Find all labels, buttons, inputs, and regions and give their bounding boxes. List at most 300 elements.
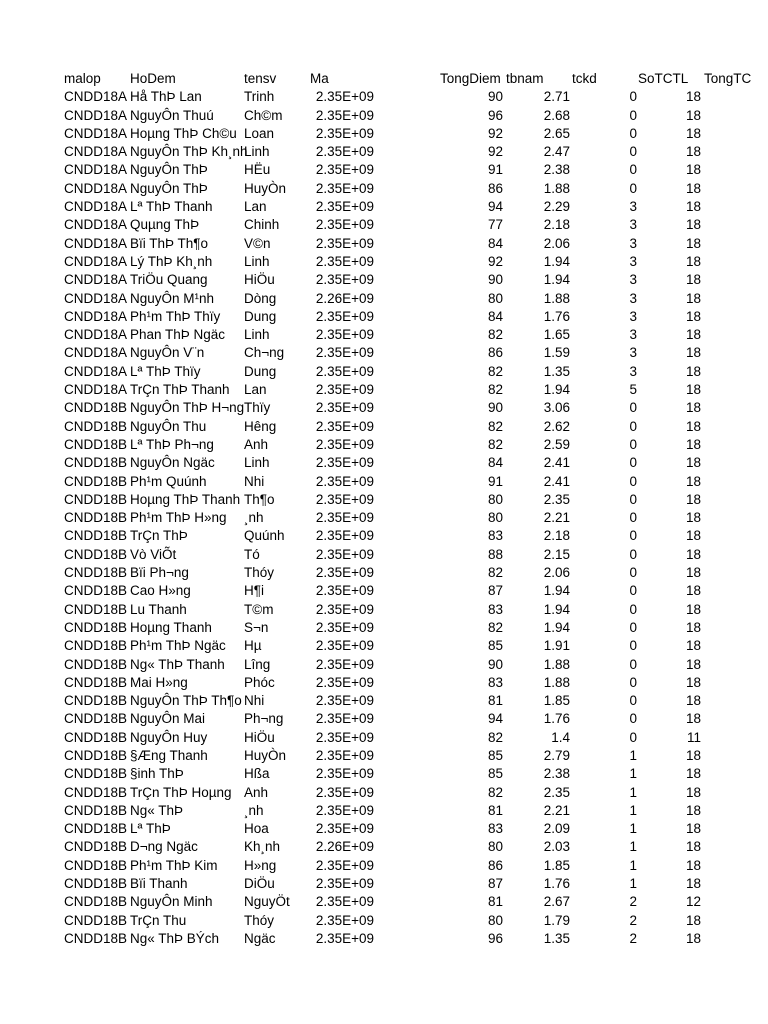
cell-tbnam: 1.76 [543, 876, 570, 892]
cell-tensv: T©m [244, 601, 274, 617]
cell-hodem: NguyÔn ThÞ [130, 162, 208, 178]
cell-sotctl: 3 [629, 253, 637, 269]
cell-tbnam: 1.76 [543, 308, 570, 324]
cell-tbnam: 2.38 [543, 766, 570, 782]
cell-tensv: Nhi [244, 693, 265, 709]
cell-tongdiem: 87 [487, 876, 503, 892]
cell-hodem: Hoµng ThÞ Ch©u [130, 125, 237, 141]
cell-tbnam: 2.06 [543, 565, 570, 581]
cell-tbnam: 1.35 [543, 363, 570, 379]
cell-ma: 2.35E+09 [315, 272, 374, 288]
cell-hodem: NguyÔn Huy [130, 729, 208, 745]
cell-malop: CNDD18A [64, 345, 128, 361]
cell-malop: CNDD18A [64, 382, 128, 398]
cell-tongtc: 18 [685, 876, 701, 892]
cell-sotctl: 0 [629, 436, 637, 452]
cell-sotctl: 3 [629, 345, 637, 361]
cell-malop: CNDD18A [64, 144, 128, 160]
cell-tensv: HËu [244, 162, 271, 178]
cell-tensv: Thïy [244, 400, 271, 416]
cell-tbnam: 1.94 [543, 601, 570, 617]
cell-tongtc: 18 [685, 747, 701, 763]
cell-hodem: Lª ThÞ Thanh [130, 199, 213, 215]
cell-malop: CNDD18A [64, 217, 128, 233]
cell-ma: 2.35E+09 [315, 528, 374, 544]
cell-malop: CNDD18B [64, 656, 128, 672]
cell-malop: CNDD18B [64, 455, 128, 471]
cell-tongtc: 18 [685, 382, 701, 398]
cell-tbnam: 2.67 [543, 894, 570, 910]
cell-hodem: NguyÔn Minh [130, 894, 213, 910]
cell-malop: CNDD18B [64, 418, 128, 434]
cell-malop: CNDD18A [64, 125, 128, 141]
cell-malop: CNDD18A [64, 107, 128, 123]
cell-malop: CNDD18B [64, 930, 128, 946]
cell-malop: CNDD18B [64, 766, 128, 782]
cell-tensv: S¬n [244, 619, 269, 635]
cell-ma: 2.35E+09 [315, 89, 374, 105]
cell-tongdiem: 92 [487, 125, 503, 141]
cell-tongdiem: 82 [487, 436, 503, 452]
cell-hodem: Hå ThÞ Lan [130, 89, 202, 105]
cell-malop: CNDD18A [64, 327, 128, 343]
cell-tbnam: 2.65 [543, 125, 570, 141]
cell-tbnam: 2.21 [543, 510, 570, 526]
cell-ma: 2.35E+09 [315, 199, 374, 215]
cell-malop: CNDD18A [64, 89, 128, 105]
cell-tensv: Linh [244, 253, 270, 269]
cell-ma: 2.35E+09 [315, 253, 374, 269]
cell-ma: 2.35E+09 [315, 930, 374, 946]
cell-tensv: Dung [244, 308, 277, 324]
cell-tongtc: 18 [685, 601, 701, 617]
cell-sotctl: 0 [629, 162, 637, 178]
cell-tongtc: 18 [685, 308, 701, 324]
cell-ma: 2.35E+09 [315, 345, 374, 361]
cell-ma: 2.35E+09 [315, 436, 374, 452]
cell-tongdiem: 92 [487, 253, 503, 269]
header-tongtc: TongTC [704, 71, 752, 86]
cell-tbnam: 1.59 [543, 345, 570, 361]
cell-sotctl: 3 [629, 235, 637, 251]
cell-hodem: Quµng ThÞ [130, 217, 200, 233]
cell-hodem: NguyÔn ThÞ Kh¸nh [130, 144, 248, 160]
cell-tongdiem: 82 [487, 327, 503, 343]
cell-ma: 2.35E+09 [315, 180, 374, 196]
cell-tongtc: 18 [685, 363, 701, 379]
cell-sotctl: 1 [629, 802, 637, 818]
cell-malop: CNDD18B [64, 638, 128, 654]
cell-hodem: TrÇn ThÞ Hoµng [130, 784, 232, 800]
cell-tongdiem: 80 [487, 912, 503, 928]
cell-malop: CNDD18B [64, 528, 128, 544]
cell-tensv: Lan [244, 382, 267, 398]
cell-ma: 2.35E+09 [315, 382, 374, 398]
cell-malop: CNDD18B [64, 583, 128, 599]
cell-tbnam: 2.21 [543, 802, 570, 818]
header-hodem: HoDem [130, 71, 176, 86]
cell-tongtc: 11 [686, 729, 701, 745]
cell-tongtc: 18 [685, 455, 701, 471]
cell-hodem: §inh ThÞ [130, 766, 184, 782]
cell-tensv: HiÖu [244, 729, 275, 745]
cell-tongdiem: 83 [487, 674, 503, 690]
cell-ma: 2.35E+09 [315, 747, 374, 763]
cell-hodem: Lý ThÞ Kh¸nh [130, 253, 213, 269]
cell-malop: CNDD18B [64, 784, 128, 800]
cell-sotctl: 1 [629, 821, 637, 837]
cell-tongtc: 18 [685, 711, 701, 727]
cell-tongtc: 18 [685, 180, 701, 196]
cell-tbnam: 2.29 [543, 199, 570, 215]
cell-ma: 2.35E+09 [315, 693, 374, 709]
cell-tensv: Dung [244, 363, 277, 379]
header-tensv: tensv [244, 71, 277, 86]
cell-tbnam: 1.88 [543, 180, 570, 196]
cell-malop: CNDD18B [64, 510, 128, 526]
cell-malop: CNDD18B [64, 436, 128, 452]
cell-tongdiem: 83 [487, 601, 503, 617]
cell-ma: 2.26E+09 [315, 839, 374, 855]
cell-tensv: Hoa [244, 821, 269, 837]
cell-ma: 2.35E+09 [315, 217, 374, 233]
cell-tongtc: 18 [685, 912, 701, 928]
cell-ma: 2.35E+09 [315, 802, 374, 818]
cell-ma: 2.35E+09 [315, 546, 374, 562]
cell-tongtc: 12 [685, 894, 701, 910]
cell-tbnam: 2.62 [543, 418, 570, 434]
cell-sotctl: 0 [629, 674, 637, 690]
cell-malop: CNDD18B [64, 876, 128, 892]
cell-tongtc: 18 [685, 436, 701, 452]
cell-tensv: Nhi [244, 473, 265, 489]
cell-tbnam: 1.85 [543, 693, 570, 709]
cell-tongdiem: 83 [487, 821, 503, 837]
cell-tongtc: 18 [685, 546, 701, 562]
cell-hodem: Ph¹m ThÞ H»ng [130, 510, 227, 526]
cell-sotctl: 1 [629, 784, 637, 800]
cell-ma: 2.35E+09 [315, 601, 374, 617]
cell-sotctl: 0 [629, 400, 637, 416]
cell-tensv: ¸nh [244, 510, 264, 526]
cell-sotctl: 3 [629, 308, 637, 324]
cell-tongtc: 18 [685, 89, 701, 105]
cell-sotctl: 1 [629, 839, 637, 855]
cell-tensv: V©n [244, 235, 271, 251]
cell-hodem: Ph¹m ThÞ Kim [130, 857, 218, 873]
cell-sotctl: 0 [629, 693, 637, 709]
cell-hodem: Hoµng Thanh [130, 619, 212, 635]
cell-tensv: Linh [244, 455, 270, 471]
cell-sotctl: 3 [629, 217, 637, 233]
cell-ma: 2.35E+09 [315, 327, 374, 343]
cell-tongtc: 18 [685, 400, 701, 416]
cell-malop: CNDD18A [64, 272, 128, 288]
cell-tbnam: 1.94 [543, 382, 570, 398]
cell-tensv: Thóy [244, 565, 275, 581]
cell-tensv: ¸nh [244, 802, 264, 818]
cell-malop: CNDD18B [64, 473, 128, 489]
cell-ma: 2.35E+09 [315, 821, 374, 837]
cell-sotctl: 3 [629, 327, 637, 343]
cell-tongtc: 18 [685, 418, 701, 434]
cell-tongtc: 18 [685, 162, 701, 178]
cell-ma: 2.35E+09 [315, 619, 374, 635]
cell-tensv: Anh [244, 784, 269, 800]
cell-ma: 2.35E+09 [315, 235, 374, 251]
cell-hodem: Ph¹m Quúnh [130, 473, 207, 489]
cell-malop: CNDD18A [64, 363, 128, 379]
cell-malop: CNDD18B [64, 400, 128, 416]
cell-malop: CNDD18B [64, 747, 128, 763]
cell-hodem: Ng« ThÞ BÝch [130, 930, 220, 946]
cell-tongdiem: 82 [487, 418, 503, 434]
cell-ma: 2.35E+09 [315, 308, 374, 324]
cell-tensv: Anh [244, 436, 269, 452]
cell-hodem: Phan ThÞ Ngäc [130, 327, 226, 343]
cell-sotctl: 1 [629, 766, 637, 782]
cell-tongtc: 18 [685, 327, 701, 343]
cell-sotctl: 0 [629, 711, 637, 727]
cell-tongdiem: 87 [487, 583, 503, 599]
cell-hodem: D¬ng Ngäc [130, 839, 198, 855]
cell-tensv: Ph¬ng [244, 711, 284, 727]
cell-tbnam: 2.41 [543, 455, 570, 471]
cell-malop: CNDD18A [64, 180, 128, 196]
cell-tongdiem: 96 [487, 107, 503, 123]
cell-ma: 2.35E+09 [315, 363, 374, 379]
cell-tongdiem: 81 [487, 693, 503, 709]
cell-hodem: Cao H»ng [130, 583, 191, 599]
cell-sotctl: 2 [629, 930, 637, 946]
cell-hodem: Bïi Ph¬ng [130, 565, 189, 581]
cell-tbnam: 1.88 [543, 290, 570, 306]
cell-tongdiem: 86 [487, 345, 503, 361]
cell-hodem: NguyÔn ThÞ [130, 180, 208, 196]
cell-tbnam: 1.94 [543, 272, 570, 288]
cell-hodem: Bïi ThÞ Th¶o [130, 235, 209, 251]
cell-hodem: NguyÔn Ngäc [130, 455, 215, 471]
cell-tensv: Trinh [244, 89, 275, 105]
cell-tensv: Lîng [244, 656, 271, 672]
cell-sotctl: 0 [629, 656, 637, 672]
header-tongdiem: TongDiem [440, 71, 501, 86]
cell-ma: 2.35E+09 [315, 455, 374, 471]
cell-tongtc: 18 [685, 857, 701, 873]
cell-tongdiem: 80 [487, 290, 503, 306]
cell-tongdiem: 82 [487, 729, 503, 745]
cell-tongdiem: 84 [487, 308, 503, 324]
cell-sotctl: 1 [629, 876, 637, 892]
cell-tbnam: 2.79 [543, 747, 570, 763]
cell-tbnam: 1.35 [543, 930, 570, 946]
cell-hodem: NguyÔn V¨n [130, 345, 205, 361]
cell-hodem: TrÇn ThÞ [130, 528, 188, 544]
cell-tongdiem: 88 [487, 546, 503, 562]
cell-tbnam: 2.03 [543, 839, 570, 855]
cell-tongdiem: 82 [487, 382, 503, 398]
cell-sotctl: 0 [629, 528, 637, 544]
cell-tongtc: 18 [685, 839, 701, 855]
cell-tongtc: 18 [685, 253, 701, 269]
cell-ma: 2.35E+09 [315, 674, 374, 690]
cell-tensv: Ch©m [244, 107, 283, 123]
cell-tongdiem: 82 [487, 565, 503, 581]
cell-tongdiem: 81 [487, 802, 503, 818]
cell-sotctl: 0 [629, 473, 637, 489]
cell-tbnam: 2.06 [543, 235, 570, 251]
cell-sotctl: 3 [629, 290, 637, 306]
cell-malop: CNDD18A [64, 162, 128, 178]
cell-tensv: Loan [244, 125, 275, 141]
cell-hodem: Ng« ThÞ Thanh [130, 656, 225, 672]
cell-sotctl: 0 [629, 583, 637, 599]
cell-ma: 2.26E+09 [315, 290, 374, 306]
cell-tensv: Kh¸nh [244, 839, 281, 855]
cell-malop: CNDD18A [64, 290, 128, 306]
cell-tongtc: 18 [685, 583, 701, 599]
cell-tongdiem: 90 [487, 656, 503, 672]
cell-tbnam: 2.15 [543, 546, 570, 562]
cell-tensv: Lan [244, 199, 267, 215]
cell-sotctl: 5 [629, 382, 637, 398]
cell-sotctl: 0 [629, 565, 637, 581]
cell-sotctl: 0 [629, 455, 637, 471]
cell-hodem: Bïi Thanh [130, 876, 188, 892]
cell-tbnam: 2.18 [543, 217, 570, 233]
cell-sotctl: 0 [629, 619, 637, 635]
header-ma: Ma [310, 71, 329, 86]
cell-malop: CNDD18B [64, 601, 128, 617]
cell-tongdiem: 81 [487, 894, 503, 910]
cell-sotctl: 2 [629, 912, 637, 928]
cell-tensv: Chinh [244, 217, 280, 233]
cell-tensv: NguyÖt [244, 894, 290, 910]
cell-tbnam: 2.68 [543, 107, 570, 123]
cell-tongtc: 18 [685, 510, 701, 526]
cell-tongtc: 18 [685, 473, 701, 489]
cell-ma: 2.35E+09 [315, 125, 374, 141]
cell-hodem: Ph¹m ThÞ Ngäc [130, 638, 226, 654]
cell-hodem: Lu Thanh [130, 601, 187, 617]
cell-ma: 2.35E+09 [315, 473, 374, 489]
cell-tbnam: 2.38 [543, 162, 570, 178]
cell-tensv: HuyÒn [244, 747, 287, 763]
cell-tensv: Tó [244, 546, 260, 562]
cell-hodem: Vò ViÕt [130, 546, 177, 562]
cell-tbnam: 3.06 [543, 400, 570, 416]
cell-tbnam: 2.41 [543, 473, 570, 489]
cell-ma: 2.35E+09 [315, 766, 374, 782]
cell-malop: CNDD18A [64, 199, 128, 215]
cell-malop: CNDD18A [64, 253, 128, 269]
cell-sotctl: 0 [629, 638, 637, 654]
cell-tongdiem: 90 [487, 272, 503, 288]
cell-tbnam: 1.76 [543, 711, 570, 727]
cell-sotctl: 1 [629, 857, 637, 873]
cell-hodem: Ng« ThÞ [130, 802, 184, 818]
cell-tbnam: 2.18 [543, 528, 570, 544]
cell-tongtc: 18 [685, 528, 701, 544]
header-sotctl: SoTCTL [638, 71, 689, 86]
cell-malop: CNDD18B [64, 546, 128, 562]
cell-hodem: §Æng Thanh [130, 747, 208, 763]
cell-sotctl: 0 [629, 180, 637, 196]
cell-tbnam: 1.91 [543, 638, 570, 654]
cell-malop: CNDD18B [64, 491, 128, 507]
cell-tongtc: 18 [685, 693, 701, 709]
cell-tensv: Hßa [244, 766, 270, 782]
cell-hodem: Ph¹m ThÞ Thïy [130, 308, 221, 324]
cell-tbnam: 1.88 [543, 656, 570, 672]
cell-sotctl: 0 [629, 125, 637, 141]
cell-malop: CNDD18B [64, 711, 128, 727]
cell-tensv: Hêng [244, 418, 277, 434]
cell-hodem: NguyÔn Thuú [130, 107, 214, 123]
cell-hodem: TrÇn ThÞ Thanh [130, 382, 230, 398]
cell-hodem: Mai H»ng [130, 674, 188, 690]
cell-tongdiem: 91 [487, 162, 503, 178]
cell-sotctl: 0 [629, 510, 637, 526]
cell-sotctl: 0 [629, 729, 637, 745]
cell-hodem: NguyÔn Mai [130, 711, 206, 727]
cell-sotctl: 0 [629, 418, 637, 434]
cell-tongtc: 18 [685, 217, 701, 233]
cell-sotctl: 0 [629, 491, 637, 507]
cell-tensv: Ngäc [244, 930, 276, 946]
cell-tensv: Linh [244, 327, 270, 343]
cell-malop: CNDD18B [64, 674, 128, 690]
cell-tongdiem: 96 [487, 930, 503, 946]
cell-sotctl: 0 [629, 89, 637, 105]
cell-tongtc: 18 [685, 656, 701, 672]
cell-malop: CNDD18B [64, 894, 128, 910]
cell-sotctl: 3 [629, 199, 637, 215]
cell-ma: 2.35E+09 [315, 912, 374, 928]
cell-sotctl: 0 [629, 107, 637, 123]
cell-tongdiem: 83 [487, 528, 503, 544]
cell-sotctl: 1 [629, 747, 637, 763]
cell-sotctl: 3 [629, 272, 637, 288]
cell-ma: 2.35E+09 [315, 583, 374, 599]
cell-tongdiem: 85 [487, 747, 503, 763]
cell-ma: 2.35E+09 [315, 510, 374, 526]
cell-tongtc: 18 [685, 491, 701, 507]
cell-tongdiem: 92 [487, 144, 503, 160]
cell-ma: 2.35E+09 [315, 418, 374, 434]
cell-tongdiem: 90 [487, 89, 503, 105]
cell-malop: CNDD18B [64, 802, 128, 818]
cell-malop: CNDD18B [64, 821, 128, 837]
cell-tongtc: 18 [685, 125, 701, 141]
cell-tongtc: 18 [685, 638, 701, 654]
cell-hodem: TrÇn Thu [130, 912, 187, 928]
cell-malop: CNDD18B [64, 857, 128, 873]
cell-tongdiem: 94 [487, 199, 503, 215]
cell-hodem: Lª ThÞ [130, 821, 171, 837]
cell-tongdiem: 80 [487, 839, 503, 855]
cell-tongdiem: 85 [487, 766, 503, 782]
cell-hodem: Lª ThÞ Ph¬ng [130, 436, 214, 452]
cell-malop: CNDD18B [64, 839, 128, 855]
cell-tongtc: 18 [685, 345, 701, 361]
cell-malop: CNDD18B [64, 565, 128, 581]
cell-tensv: Thóy [244, 912, 275, 928]
header-tbnam: tbnam [506, 71, 544, 86]
cell-sotctl: 0 [629, 546, 637, 562]
cell-hodem: Hoµng ThÞ Thanh [130, 491, 241, 507]
cell-malop: CNDD18A [64, 308, 128, 324]
